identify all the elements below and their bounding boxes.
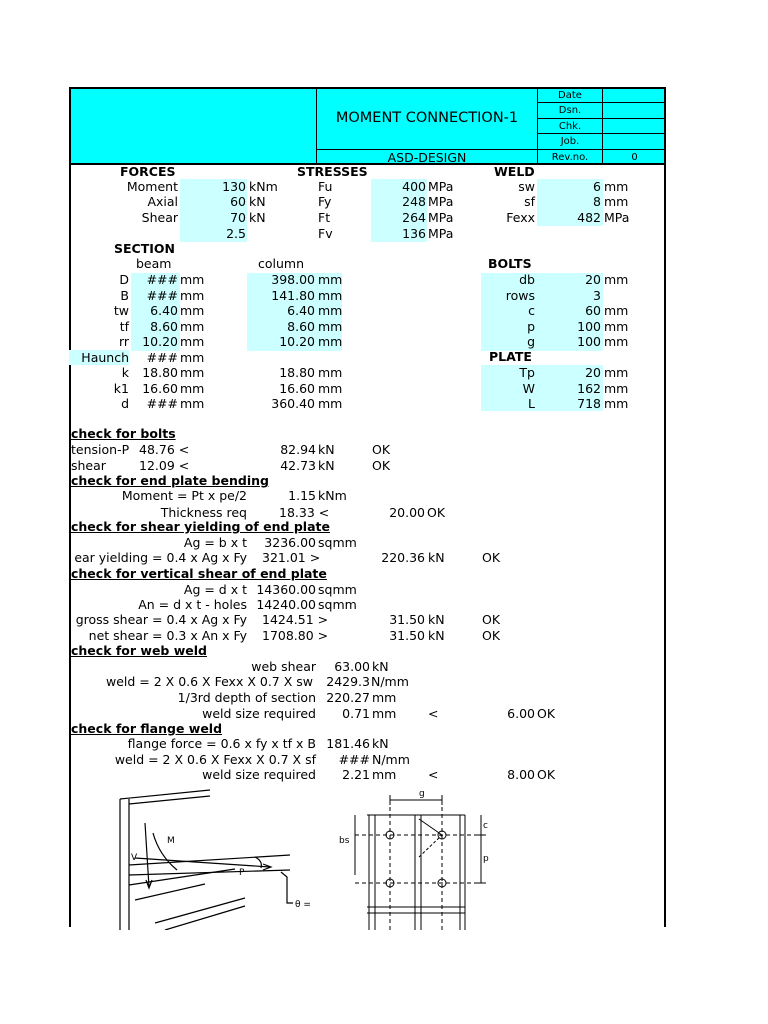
check-bolts-tension-label: tension-P	[71, 442, 130, 457]
check-vshear-net-value: 1708.80 >	[262, 628, 329, 643]
weld-value-sf[interactable]: 8	[593, 194, 601, 209]
weld-unit-sf: mm	[604, 194, 629, 209]
check-webweld-ws-unit: kN	[372, 659, 389, 674]
bolts-row-value[interactable]: 100	[577, 334, 601, 349]
check-vshear-net-label: net shear = 0.3 x An x Fy	[88, 628, 247, 643]
weld-unit-fexx: MPa	[604, 210, 630, 225]
stresses-unit-ft: MPa	[428, 210, 454, 225]
theta-leader	[281, 872, 293, 903]
section-column-unit: mm	[318, 365, 343, 380]
check-flangeweld-weld-label: weld = 2 X 0.6 X Fexx X 0.7 X sf	[114, 752, 316, 767]
section-column-value[interactable]: 18.80	[279, 365, 315, 380]
stresses-label-ft: Ft	[318, 210, 331, 225]
diagram-m-label: M	[167, 836, 175, 846]
check-flangeweld-weld-unit: N/mm	[372, 752, 410, 767]
bolts-row-unit: mm	[604, 319, 629, 334]
section-beam-label: beam	[136, 256, 172, 271]
plate-row-unit: mm	[604, 381, 629, 396]
section-column-unit: mm	[318, 272, 343, 287]
check-flangeweld-req-result: OK	[537, 767, 556, 782]
section-column-label: column	[258, 256, 305, 271]
weld-heading: WELD	[494, 164, 535, 179]
haunch-line	[129, 869, 235, 885]
plate-row-unit: mm	[604, 396, 629, 411]
section-row-label: k	[121, 365, 129, 380]
check-vshear-an-value: 14240.00	[256, 597, 316, 612]
check-flangeweld-ff-value: 181.46	[326, 736, 370, 751]
check-bolts-shear-result: OK	[372, 458, 391, 473]
section-beam-value[interactable]: 16.60	[142, 381, 178, 396]
check-bending-thick-result: OK	[427, 505, 446, 520]
plate-row-value[interactable]: 162	[577, 381, 601, 396]
section-column-unit: mm	[318, 334, 343, 349]
section-beam-unit: mm	[180, 334, 205, 349]
check-yield-sy-label: ear yielding = 0.4 x Ag x Fy	[74, 550, 247, 565]
section-beam-unit: mm	[180, 319, 205, 334]
bolts-row-unit: mm	[604, 334, 629, 349]
section-heading: SECTION	[114, 241, 175, 256]
weld-value-fexx[interactable]: 482	[577, 210, 601, 225]
section-row-label: d	[121, 396, 129, 411]
section-column-unit: mm	[318, 303, 343, 318]
check-yield-sy-limit: 220.36	[381, 550, 425, 565]
forces-unit-moment: kNm	[249, 179, 278, 194]
check-webweld-depth-unit: mm	[372, 690, 397, 705]
check-webweld-req-op: <	[428, 706, 439, 721]
stresses-value-ft[interactable]: 264	[402, 210, 426, 225]
plate-row-value[interactable]: 718	[577, 396, 601, 411]
axial-arrow-shaft	[135, 858, 270, 867]
meta-grid	[538, 87, 666, 165]
section-beam-unit: mm	[180, 288, 205, 303]
forces-label-shear: Shear	[141, 210, 178, 225]
check-flangeweld-heading: check for flange weld	[71, 721, 223, 736]
stresses-unit-fv: MPa	[428, 226, 454, 241]
weld-label-sf: sf	[524, 194, 535, 209]
check-vshear-ag-label: Ag = d x t	[183, 582, 247, 597]
section-row-label: k1	[113, 381, 129, 396]
check-vshear-gross-result: OK	[482, 612, 501, 627]
weld-label-sw: sw	[518, 179, 535, 194]
check-vshear-net-limit: 31.50	[389, 628, 425, 643]
check-flangeweld-req-value: 2.21	[342, 767, 370, 782]
section-column-value[interactable]: 16.60	[279, 381, 315, 396]
diagram-g-label: g	[419, 789, 425, 799]
bolts-row-value[interactable]: 100	[577, 319, 601, 334]
section-beam-value[interactable]: 6.40	[150, 303, 178, 318]
section-column-unit: mm	[318, 288, 343, 303]
check-yield-ag-label: Ag = b x t	[183, 535, 247, 550]
check-vshear-an-label: An = d x t - holes	[138, 597, 247, 612]
stresses-unit-fu: MPa	[428, 179, 454, 194]
weld-unit-sw: mm	[604, 179, 629, 194]
bolts-row-label: g	[527, 334, 535, 349]
stresses-unit-fy: MPa	[428, 194, 454, 209]
section-beam-value[interactable]: ###	[146, 288, 178, 303]
check-yield-heading: check for shear yielding of end plate	[71, 519, 330, 534]
section-column-unit: mm	[318, 396, 343, 411]
forces-value-shear[interactable]: 70	[230, 210, 246, 225]
check-flangeweld-ff-label: flange force = 0.6 x fy x tf x B	[127, 736, 316, 751]
section-beam-unit: mm	[180, 350, 205, 365]
stresses-heading: STRESSES	[297, 164, 368, 179]
check-yield-ag-unit: sqmm	[318, 535, 357, 550]
check-vshear-gross-limit: 31.50	[389, 612, 425, 627]
section-beam-value[interactable]: 8.60	[150, 319, 178, 334]
header-method: ASD-DESIGN	[387, 150, 467, 165]
stresses-value-fu[interactable]: 400	[402, 179, 426, 194]
section-beam-unit: mm	[180, 272, 205, 287]
check-webweld-weld-unit: N/mm	[371, 674, 409, 689]
section-row-label: tw	[113, 303, 129, 318]
section-row-label: tf	[119, 319, 129, 334]
forces-label-moment: Moment	[126, 179, 178, 194]
bolts-row-label: c	[528, 303, 535, 318]
weld-label-fexx: Fexx	[506, 210, 535, 225]
check-bolts-shear-label: shear	[71, 458, 106, 473]
stresses-label-fy: Fy	[318, 194, 332, 209]
check-bending-moment-label: Moment = Pt x pe/2	[121, 488, 247, 503]
check-flangeweld-ff-unit: kN	[372, 736, 389, 751]
plate-row-unit: mm	[604, 365, 629, 380]
check-bolts-tension-result: OK	[372, 442, 391, 457]
bolts-row-label: db	[519, 272, 535, 287]
stresses-label-fu: Fu	[318, 179, 333, 194]
section-row-label: B	[120, 288, 129, 303]
check-bolts-shear-limit: 42.73	[280, 458, 316, 473]
bolts-row-unit: mm	[604, 303, 629, 318]
section-row-label: D	[119, 272, 129, 287]
shear-arrow-shaft	[145, 823, 149, 887]
bolts-row-unit: mm	[604, 272, 629, 287]
bolts-row-value[interactable]: 60	[585, 303, 601, 318]
diagram-c-label: c	[483, 821, 488, 831]
forces-value-axial[interactable]: 60	[230, 194, 246, 209]
section-beam-value[interactable]: ###	[146, 396, 178, 411]
bolts-row-value[interactable]: 20	[585, 272, 601, 287]
meta-label-dsn: Dsn.	[558, 105, 582, 116]
forces-unit-shear: kN	[249, 210, 266, 225]
meta-label-chk: Chk.	[558, 121, 582, 132]
weld-value-sw[interactable]: 6	[593, 179, 601, 194]
forces-heading: FORCES	[120, 164, 176, 179]
check-bending-moment-unit: kNm	[318, 488, 347, 503]
bolts-row-label: p	[527, 319, 535, 334]
check-webweld-req-unit: mm	[372, 706, 397, 721]
section-column-value[interactable]: 398.00	[271, 272, 315, 287]
plate-row-label: W	[522, 381, 535, 396]
check-bolts-heading: check for bolts	[71, 426, 176, 441]
plate-heading: PLATE	[489, 349, 532, 364]
section-row-label: Haunch	[81, 350, 129, 365]
section-column-value[interactable]: 6.40	[287, 303, 315, 318]
check-bending-thick-value: 18.33 <	[279, 505, 330, 520]
diagram-theta-label: θ =	[295, 900, 311, 910]
meta-label-job: Job.	[560, 136, 580, 147]
check-webweld-heading: check for web weld	[71, 643, 207, 658]
section-row-label: rr	[118, 334, 129, 349]
plate-row-label: Tp	[519, 365, 535, 380]
section-beam-value[interactable]: ###	[146, 272, 178, 287]
check-vshear-gross-unit: kN	[428, 612, 445, 627]
diagram-p-dim-label: p	[483, 854, 489, 864]
bolts-heading: BOLTS	[488, 256, 532, 271]
check-webweld-weld-value: 2429.3	[326, 674, 370, 689]
check-webweld-req-result: OK	[537, 706, 556, 721]
haunch-line	[135, 884, 205, 900]
check-vshear-gross-label: gross shear = 0.4 x Ag x Fy	[75, 612, 247, 627]
diagram-p-label: P	[239, 868, 245, 878]
meta-label-date: Date	[558, 90, 582, 101]
check-vshear-ag-value: 14360.00	[256, 582, 316, 597]
check-webweld-weld-label: weld = 2 X 0.6 X Fexx X 0.7 X sw	[105, 674, 313, 689]
check-flangeweld-req-unit: mm	[372, 767, 397, 782]
stresses-value-fy[interactable]: 248	[402, 194, 426, 209]
check-yield-sy-result: OK	[482, 550, 501, 565]
check-yield-sy-value: 321.01 >	[262, 550, 321, 565]
diagram-v-label: V	[131, 853, 138, 863]
section-column-value[interactable]: 360.40	[271, 396, 315, 411]
check-bending-thick-label: Thickness req	[160, 505, 247, 520]
check-flangeweld-req-label: weld size required	[202, 767, 316, 782]
section-beam-unit: mm	[180, 381, 205, 396]
section-column-value[interactable]: 10.20	[279, 334, 315, 349]
check-vshear-an-unit: sqmm	[318, 597, 357, 612]
check-yield-sy-unit: kN	[428, 550, 445, 565]
check-webweld-req-limit: 6.00	[507, 706, 535, 721]
check-vshear-gross-value: 1424.51 >	[262, 612, 329, 627]
check-vshear-net-unit: kN	[428, 628, 445, 643]
section-beam-unit: mm	[180, 396, 205, 411]
check-bolts-tension-unit: kN	[318, 442, 335, 457]
forces-label-axial: Axial	[147, 194, 178, 209]
section-beam-value[interactable]: 10.20	[142, 334, 178, 349]
check-vshear-net-result: OK	[482, 628, 501, 643]
stresses-value-fv[interactable]: 136	[402, 226, 426, 241]
check-webweld-ws-value: 63.00	[334, 659, 370, 674]
check-bending-thick-limit: 20.00	[389, 505, 425, 520]
check-webweld-req-label: weld size required	[202, 706, 316, 721]
connection-elevation-diagram	[115, 785, 325, 930]
plate-row-value[interactable]: 20	[585, 365, 601, 380]
meta-label-rev: Rev.no.	[551, 152, 589, 163]
sheet-right-border	[664, 165, 666, 927]
check-bolts-tension-value: 48.76 <	[139, 442, 190, 457]
diagram-bs-label: bs	[339, 836, 350, 846]
section-beam-value[interactable]: ###	[146, 350, 178, 365]
section-beam-value[interactable]: 18.80	[142, 365, 178, 380]
section-beam-unit: mm	[180, 365, 205, 380]
header-title: MOMENT CONNECTION-1	[335, 110, 519, 126]
check-flangeweld-req-limit: 8.00	[507, 767, 535, 782]
check-vshear-heading: check for vertical shear of end plate	[71, 566, 327, 581]
bolts-row-label: rows	[505, 288, 535, 303]
leader-line	[419, 835, 442, 857]
check-bending-moment-value: 1.15	[288, 488, 316, 503]
section-beam-unit: mm	[180, 303, 205, 318]
section-column-value[interactable]: 141.80	[271, 288, 315, 303]
check-bolts-shear-value: 12.09 <	[139, 458, 190, 473]
check-flangeweld-req-op: <	[428, 767, 439, 782]
check-yield-ag-value: 3236.00	[264, 535, 316, 550]
check-flangeweld-weld-value: ###	[338, 752, 370, 767]
stresses-label-fv: Fv	[318, 226, 333, 241]
check-vshear-ag-unit: sqmm	[318, 582, 357, 597]
plate-row-label: L	[528, 396, 535, 411]
forces-unit-axial: kN	[249, 194, 266, 209]
meta-value-rev[interactable]: 0	[631, 152, 638, 163]
section-column-unit: mm	[318, 381, 343, 396]
bolts-row-value[interactable]: 3	[593, 288, 601, 303]
section-column-unit: mm	[318, 319, 343, 334]
check-bolts-shear-unit: kN	[318, 458, 335, 473]
end-plate-bolt-diagram	[335, 785, 495, 930]
check-webweld-ws-label: web shear	[251, 659, 316, 674]
check-webweld-depth-value: 220.27	[326, 690, 370, 705]
check-webweld-depth-label: 1/3rd depth of section	[177, 690, 316, 705]
check-bending-heading: check for end plate bending	[71, 473, 269, 488]
check-webweld-req-value: 0.71	[342, 706, 370, 721]
section-column-value[interactable]: 8.60	[287, 319, 315, 334]
check-bolts-tension-limit: 82.94	[280, 442, 316, 457]
forces-value-moment[interactable]: 130	[222, 179, 246, 194]
forces-value-factor[interactable]: 2.5	[226, 226, 246, 241]
